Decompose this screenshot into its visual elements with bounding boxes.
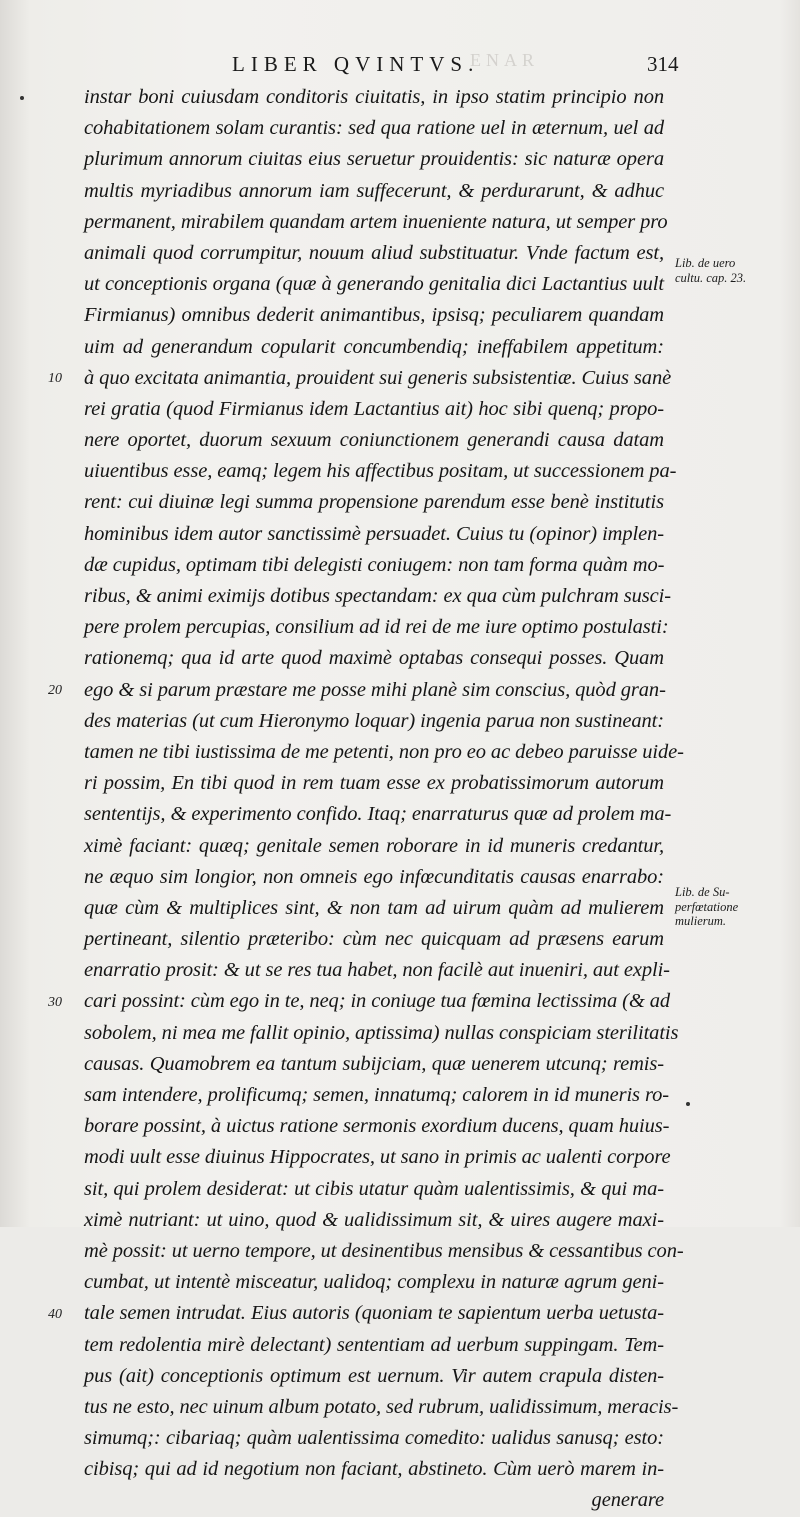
show-through-text: ENAR [470,50,539,70]
text-line: permanent, mirabilem quandam artem inueniente natura, ut semper pro [84,210,668,233]
text-line: ego & si parum præstare me posse mihi planè sim conscius, quòd gran- [84,678,666,701]
text-line: uim ad generandum copularit concumbendiq; ineffabilem appetitum: [84,335,664,358]
text-line: tem redolentia mirè delectant) sententiam ad uerbum suppingam. Tem- [84,1333,664,1356]
text-line: cohabitationem solam curantis: sed qua ratione uel in æternum, uel ad [84,117,664,140]
text-line: tamen ne tibi iustissima de me petenti, non pro eo ac debeo paruisse uide- [84,740,684,763]
text-line: borare possint, à uictus ratione sermonis exordium ducens, quam huius- [84,1115,670,1138]
text-line: mè possit: ut uerno tempore, ut desinentibus mensibus & cessantibus con- [84,1239,684,1262]
main-text-block [84,82,684,1517]
text-line: ribus, & animi eximijs dotibus spectandam: ex qua cùm pulchram susci- [84,585,671,607]
text-line: quæ cùm & multiplices sint, & non tam ad uirum quàm ad mulierem [84,896,664,919]
margin-note-de-uero-cultu [675,256,790,285]
margin-note-line: Lib. de Su- [675,885,730,899]
text-line: Firmianus) omnibus dederit animantibus, ipsisq; peculiarem quandam [84,304,664,327]
margin-note-de-superfoetatione [675,885,790,929]
folio-number: 314 [647,52,679,76]
text-line: pus (ait) conceptionis optimum est uernum. Vir autem crapula disten- [84,1364,664,1387]
text-line: ne æquo sim longior, non omneis ego infœcunditatis causas enarrabo: [84,865,664,888]
text-line: tale semen intrudat. Eius autoris (quoniam te sapientum uerba uetusta- [84,1302,664,1325]
page-header [0,52,800,82]
text-line: sobolem, ni mea me fallit opinio, aptissima) nullas conspiciam sterilitatis [84,1021,679,1044]
text-line: pertineant, silentio præteribo: cùm nec quicquam ad præsens earum [84,928,664,951]
margin-note-line: Lib. de uero [675,256,736,270]
text-line: uiuentibus esse, eamq; legem his affectibus positam, ut successionem pa- [84,460,677,483]
text-line: ut conceptionis organa (quæ à generando genitalia dici Lactantius uult [84,273,664,296]
text-line: tus ne esto, nec uinum album potato, sed rubrum, ualidissimum, meracis- [84,1395,679,1418]
text-line: ximè nutriant: ut uino, quod & ualidissimum sit, & uires augere maxi- [84,1208,664,1231]
text-line: sit, qui prolem desiderat: ut cibis utatur quàm ualentissimis, & qui ma- [84,1177,664,1200]
text-line: sam intendere, prolificumq; semen, innatumq; calorem in id muneris ro- [84,1084,669,1106]
text-line: nere oportet, duorum sexuum coniunctionem generandi causa datam [84,429,664,452]
line-number-10: 10 [48,370,62,386]
text-line: rei gratia (quod Firmianus idem Lactantius ait) hoc sibi quenq; propo- [84,397,664,420]
text-line: modi uult esse diuinus Hippocrates, ut sano in primis ac ualenti corpore [84,1146,671,1169]
text-line: ximè faciant: quæq; genitale semen roborare in id muneris credantur, [84,834,664,857]
text-line: causas. Quamobrem ea tantum subijciam, quæ uenerem utcunq; remis- [84,1052,664,1075]
text-line: animali quod corrumpitur, nouum aliud substituatur. Vnde factum est, [84,241,664,264]
line-number-40: 40 [48,1306,62,1322]
margin-note-line: mulierum. [675,914,727,928]
text-line: generare [591,1489,664,1512]
text-line: enarratio prosit: & ut se res tua habet, non facilè aut inueniri, aut expli- [84,959,670,982]
text-line: cibisq; qui ad id negotium non faciant, abstineto. Cùm uerò marem in- [84,1458,664,1481]
margin-note-line: cultu. cap. 23. [675,270,747,285]
text-line: des materias (ut cum Hieronymo loquar) ingenia parua non sustineant: [84,709,664,732]
text-line: multis myriadibus annorum iam suffecerunt, & perdurarunt, & adhuc [84,179,664,202]
text-line: ri possim, En tibi quod in rem tuam esse ex probatissimorum autorum [84,772,664,795]
text-line: simumq;: cibariaq; quàm ualentissima comedito: ualidus sanusq; esto: [84,1427,664,1450]
text-line: instar boni cuiusdam conditoris ciuitatis, in ipso statim principio non [84,86,664,108]
text-line: pere prolem percupias, consilium ad id rei de me iure optimo postulasti: [84,616,669,639]
text-line: sententijs, & experimento confido. Itaq; enarraturus quæ ad prolem ma- [84,803,672,826]
ink-speck [686,1102,690,1106]
text-line: à quo excitata animantia, prouident sui generis subsistentiæ. Cuius sanè [84,366,672,389]
line-number-20: 20 [48,682,62,698]
text-line: rationemq; qua id arte quod maximè optabas consequi posses. Quam [84,647,664,670]
margin-note-line: perfœtatione [675,899,739,914]
text-line: cumbat, ut intentè misceatur, ualidoq; complexu in naturæ agrum geni- [84,1271,664,1294]
text-line: rent: cui diuinæ legi summa propensione parendum esse benè institutis [84,491,664,514]
ink-speck [20,96,24,100]
text-line: hominibus idem autor sanctissimè persuadet. Cuius tu (opinor) implen- [84,522,664,545]
running-title: LIBER QVINTVS. [232,52,480,76]
line-number-30: 30 [48,994,62,1010]
text-line: cari possint: cùm ego in te, neq; in coniuge tua fœmina lectissima (& ad [84,990,671,1013]
text-line: dæ cupidus, optimam tibi delegisti coniugem: non tam forma quàm mo- [84,553,665,576]
text-line: plurimum annorum ciuitas eius seruetur prouidentis: sic naturæ opera [84,148,664,171]
